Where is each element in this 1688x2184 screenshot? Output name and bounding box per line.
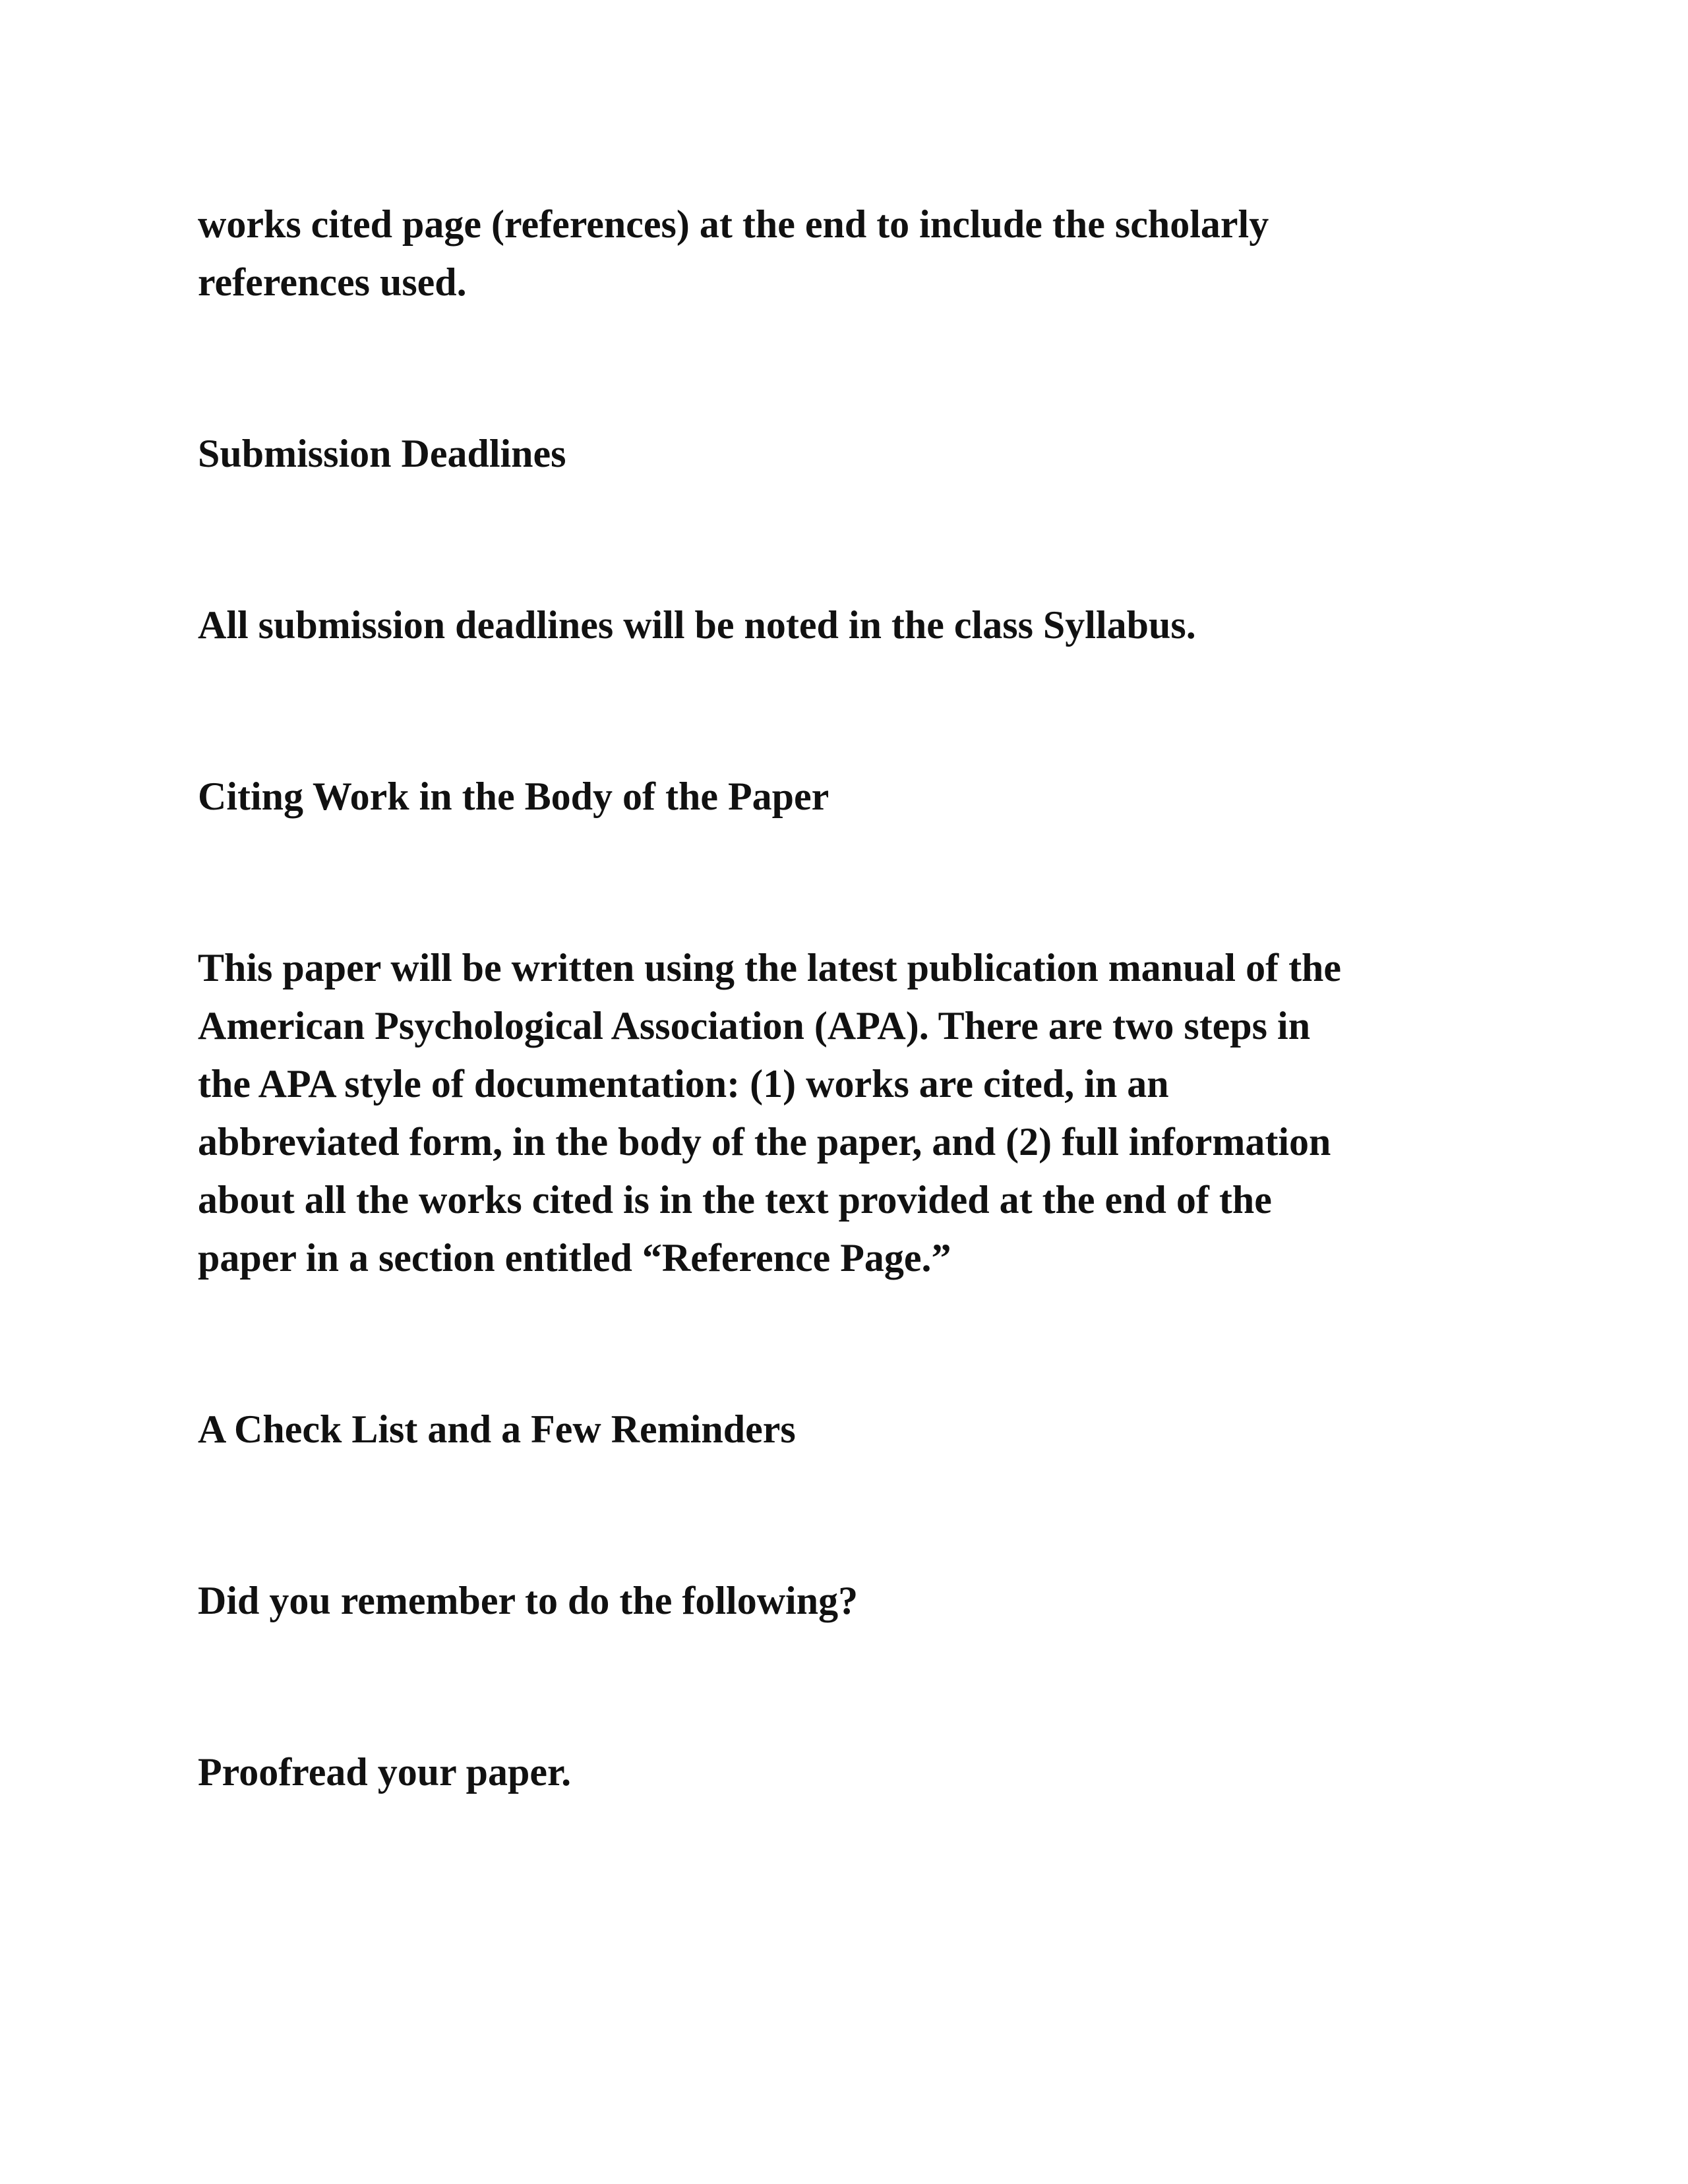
proofread-paragraph: Proofread your paper.: [198, 1750, 572, 1794]
apa-paragraph: This paper will be written using the latest publication manual of the American Psychological Association (APA). There are two steps in the APA style of documentation: (1) works are cited, in an abbreviated form, in the body of the paper, and (2) full information about all the works cited is in the text provided at the end of the paper in a section entitled “Reference Page.”: [198, 946, 1342, 1280]
checklist-heading: A Check List and a Few Reminders: [198, 1407, 796, 1451]
submission-deadlines-heading: Submission Deadlines: [198, 432, 566, 475]
citing-work-heading: Citing Work in the Body of the Paper: [198, 775, 829, 818]
reminder-question: Did you remember to do the following?: [198, 1579, 859, 1622]
references-paragraph: works cited page (references) at the end to include the scholarly references used.: [198, 202, 1269, 304]
deadlines-paragraph: All submission deadlines will be noted in the class Syllabus.: [198, 603, 1196, 647]
